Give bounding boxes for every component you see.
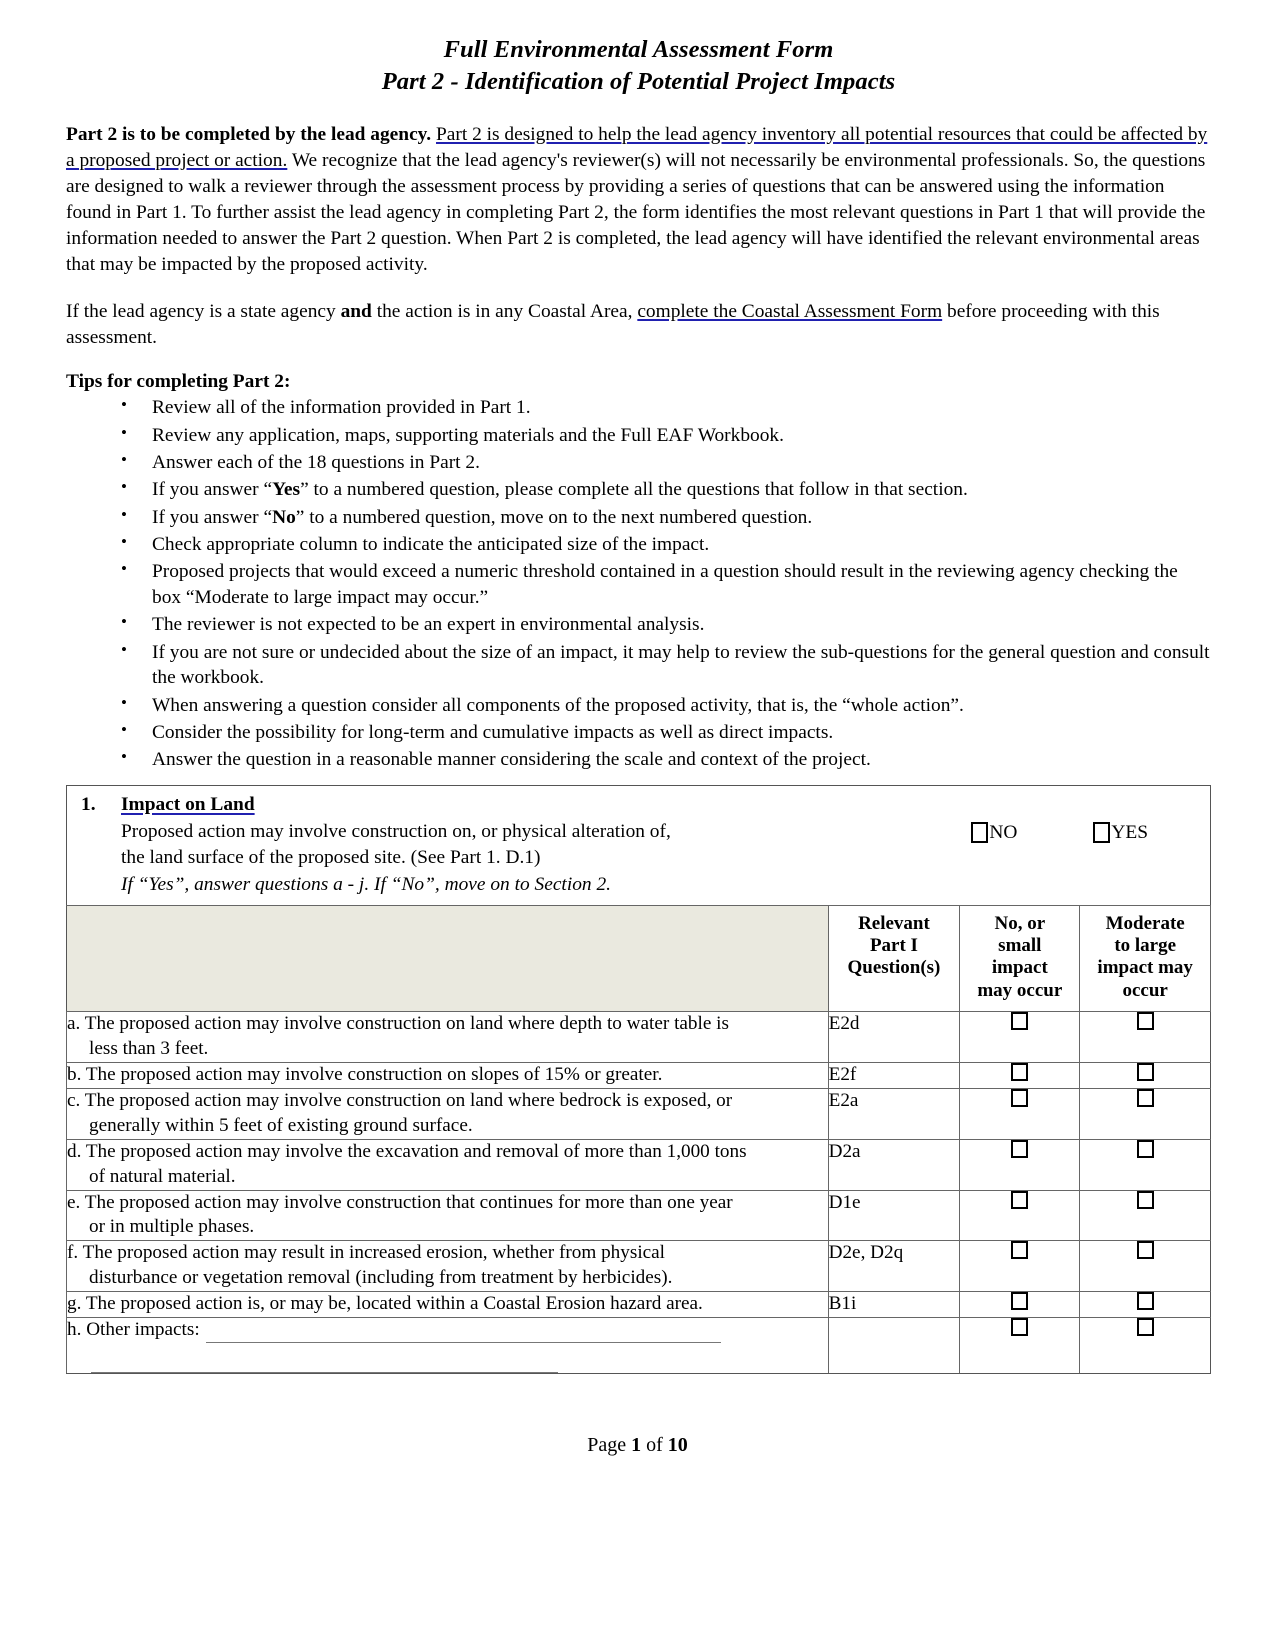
row-reference: D2a [828, 1139, 960, 1190]
page-title [66, 34, 1211, 98]
table-row [67, 1062, 1211, 1088]
impact-table [66, 905, 1211, 1374]
table-row [67, 1318, 1211, 1374]
tip-text: Answer each of the 18 questions in Part 2. [152, 452, 480, 474]
impact-on-land-link[interactable]: Impact on Land [121, 794, 255, 816]
list-item [66, 693, 1211, 719]
table-body [67, 1011, 1211, 1373]
row-description [67, 1292, 829, 1318]
row-reference: E2a [828, 1088, 960, 1139]
row-line-1: b. The proposed action may involve construction on slopes of 15% or greater. [67, 1063, 663, 1085]
yes-no-group [971, 820, 1148, 845]
list-item [66, 477, 1211, 503]
row-reference [828, 1318, 960, 1374]
small-impact-checkbox[interactable] [1011, 1241, 1028, 1259]
row-line-2: of natural material. [89, 1165, 236, 1187]
row-description [67, 1011, 829, 1062]
question-statement-line-1: Proposed action may involve construction on, or physical alteration of, [121, 821, 671, 843]
row-description [67, 1139, 829, 1190]
intro-paragraph [66, 122, 1211, 279]
header-line: Part I [869, 935, 918, 957]
coastal-pre-text: If the lead agency is a state agency [66, 301, 341, 323]
page-footer [0, 1434, 1275, 1457]
row-line-1: e. The proposed action may involve construction that continues for more than one year [67, 1191, 733, 1213]
row-reference: D2e, D2q [828, 1241, 960, 1292]
row-large-impact-cell[interactable] [1080, 1318, 1211, 1374]
table-header [67, 905, 1211, 1011]
small-impact-checkbox[interactable] [1011, 1063, 1028, 1081]
tip-text: If you are not sure or undecided about the size of an impact, it may help to review the sub-questions for the general question and consult the workbook. [152, 641, 1210, 689]
intro-lead-bold: Part 2 is to be completed by the lead agency. [66, 123, 432, 145]
list-item [66, 559, 1211, 611]
row-large-impact-cell[interactable] [1080, 1292, 1211, 1318]
tips-heading: Tips for completing Part 2: [66, 371, 291, 393]
header-no-small-impact [960, 905, 1080, 1011]
header-line: small [998, 935, 1042, 957]
other-impacts-input-line-2[interactable] [91, 1343, 558, 1373]
question-1-header [67, 786, 1210, 905]
small-impact-checkbox[interactable] [1011, 1191, 1028, 1209]
row-small-impact-cell[interactable] [960, 1318, 1080, 1374]
row-small-impact-cell[interactable] [960, 1241, 1080, 1292]
table-row [67, 1292, 1211, 1318]
list-item [66, 640, 1211, 692]
row-reference: B1i [828, 1292, 960, 1318]
tip-post: ” to a numbered question, please complete all the questions that follow in that section. [300, 479, 968, 501]
tip-bold-yes: Yes [272, 479, 301, 501]
question-instruction: If “Yes”, answer questions a - j. If “No”, move on to Section 2. [121, 873, 611, 895]
question-body [121, 792, 1210, 897]
header-line: may occur [977, 979, 1063, 1001]
list-item [66, 450, 1211, 476]
row-large-impact-cell[interactable] [1080, 1088, 1211, 1139]
question-statement-line-2: the land surface of the proposed site. (See Part 1. D.1) [121, 846, 541, 868]
large-impact-checkbox[interactable] [1137, 1292, 1154, 1310]
intro-rest-text: We recognize that the lead agency's reviewer(s) will not necessarily be environmental professionals. So, the questions are designed to walk a reviewer through the assessment process by providing a series of questions that can be answered using the information found in Part 1. To further assist the lead agency in completing Part 2, the form identifies the most relevant questions in Part 1 that will provide the information needed to answer the Part 2 question. When Part 2 is completed, the lead agency will have identified the relevant environmental areas that may be impacted by the proposed activity. [66, 149, 1206, 276]
table-row [67, 1190, 1211, 1241]
coastal-assessment-form-link[interactable]: complete the Coastal Assessment Form [637, 301, 943, 323]
row-line-2: or in multiple phases. [89, 1216, 255, 1238]
list-item [66, 532, 1211, 558]
tip-text: Review any application, maps, supporting materials and the Full EAF Workbook. [152, 424, 784, 446]
small-impact-checkbox[interactable] [1011, 1012, 1028, 1030]
yes-option[interactable] [1093, 820, 1148, 845]
header-line: Relevant [858, 912, 930, 934]
row-line-2: generally within 5 feet of existing ground surface. [89, 1114, 473, 1136]
row-large-impact-cell[interactable] [1080, 1139, 1211, 1190]
large-impact-checkbox[interactable] [1137, 1241, 1154, 1259]
list-item [66, 612, 1211, 638]
row-description [67, 1241, 829, 1292]
row-small-impact-cell[interactable] [960, 1011, 1080, 1062]
footer-prefix: Page [587, 1434, 632, 1456]
row-line-1: h. Other impacts: [67, 1319, 200, 1341]
row-line-1: d. The proposed action may involve the excavation and removal of more than 1,000 tons [67, 1140, 747, 1162]
row-reference: D1e [828, 1190, 960, 1241]
tip-text: Review all of the information provided in Part 1. [152, 397, 531, 419]
title-line-2: Part 2 - Identification of Potential Project Impacts [381, 67, 896, 95]
header-line: to large [1114, 935, 1177, 957]
header-line: impact [991, 957, 1048, 979]
no-label: NO [989, 822, 1018, 844]
tip-text: Consider the possibility for long-term and cumulative impacts as well as direct impacts. [152, 722, 834, 743]
footer-middle: of [641, 1434, 668, 1456]
row-small-impact-cell[interactable] [960, 1190, 1080, 1241]
footer-total-pages: 10 [667, 1434, 688, 1456]
coastal-post-text: before proceeding with this assessment. [66, 301, 1160, 349]
header-line: Moderate [1105, 912, 1185, 934]
row-description [67, 1190, 829, 1241]
table-row [67, 1088, 1211, 1139]
title-line-1: Full Environmental Assessment Form [443, 36, 834, 63]
table-row [67, 1241, 1211, 1292]
small-impact-checkbox[interactable] [1011, 1089, 1028, 1107]
small-impact-checkbox[interactable] [1011, 1292, 1028, 1310]
yes-label: YES [1111, 822, 1148, 844]
row-large-impact-cell[interactable] [1080, 1241, 1211, 1292]
large-impact-checkbox[interactable] [1137, 1012, 1154, 1030]
list-item [66, 747, 1211, 773]
row-small-impact-cell[interactable] [960, 1088, 1080, 1139]
row-large-impact-cell[interactable] [1080, 1062, 1211, 1088]
no-option[interactable] [971, 820, 1017, 845]
coastal-paragraph [66, 299, 1211, 351]
table-row [67, 1139, 1211, 1190]
row-small-impact-cell[interactable] [960, 1292, 1080, 1318]
footer-page-number: 1 [631, 1434, 642, 1456]
tip-text: Proposed projects that would exceed a numeric threshold contained in a question should result in the reviewing agency checking the box “Moderate to large impact may occur.” [152, 561, 1178, 609]
question-number: 1. [81, 794, 96, 816]
row-description-other [67, 1318, 829, 1374]
large-impact-checkbox[interactable] [1137, 1089, 1154, 1107]
large-impact-checkbox[interactable] [1137, 1191, 1154, 1209]
row-line-1: f. The proposed action may result in increased erosion, whether from physical [67, 1242, 666, 1264]
header-line: Question(s) [847, 957, 941, 979]
question-1-block [66, 785, 1211, 905]
header-relevant-part1 [828, 905, 960, 1011]
list-item [66, 505, 1211, 531]
tip-post: ” to a numbered question, move on to the next numbered question. [295, 506, 813, 528]
large-impact-checkbox[interactable] [1137, 1318, 1154, 1336]
coastal-mid-text: the action is in any Coastal Area, [371, 301, 638, 323]
row-large-impact-cell[interactable] [1080, 1011, 1211, 1062]
tip-text: When answering a question consider all components of the proposed activity, that is, the “whole action”. [152, 694, 964, 716]
header-line: impact may [1097, 957, 1193, 979]
header-line: No, or [994, 912, 1046, 934]
large-impact-checkbox[interactable] [1137, 1063, 1154, 1081]
other-impacts-input-line-1[interactable] [206, 1329, 721, 1343]
row-small-impact-cell[interactable] [960, 1139, 1080, 1190]
row-line-1: a. The proposed action may involve construction on land where depth to water table is [67, 1012, 729, 1034]
tip-text: Check appropriate column to indicate the anticipated size of the impact. [152, 533, 710, 555]
row-large-impact-cell[interactable] [1080, 1190, 1211, 1241]
row-line-1: c. The proposed action may involve construction on land where bedrock is exposed, or [67, 1089, 733, 1111]
row-line-2: disturbance or vegetation removal (including from treatment by herbicides). [89, 1267, 673, 1289]
row-small-impact-cell[interactable] [960, 1062, 1080, 1088]
coastal-and-bold: and [340, 301, 372, 323]
tip-text: The reviewer is not expected to be an expert in environmental analysis. [152, 614, 705, 636]
yes-checkbox[interactable] [1093, 822, 1110, 843]
row-line-1: g. The proposed action is, or may be, located within a Coastal Erosion hazard area. [67, 1293, 703, 1315]
tip-pre: If you answer “ [152, 479, 273, 501]
tips-list [66, 395, 1211, 773]
row-line-2: less than 3 feet. [89, 1037, 209, 1059]
part2-design-link[interactable]: Part 2 is designed to help the lead agency inventory all potential resources that could be affected by a proposed project or action. [66, 123, 1208, 171]
small-impact-checkbox[interactable] [1011, 1318, 1028, 1336]
header-moderate-large-impact [1080, 905, 1211, 1011]
large-impact-checkbox[interactable] [1137, 1140, 1154, 1158]
header-blank-cell [67, 905, 829, 1011]
list-item [66, 395, 1211, 421]
tip-pre: If you answer “ [152, 506, 273, 528]
tip-bold-no: No [272, 506, 296, 528]
no-checkbox[interactable] [971, 822, 988, 843]
tip-text: Answer the question in a reasonable manner considering the scale and context of the project. [152, 749, 871, 771]
header-line: occur [1122, 979, 1168, 1001]
list-item [66, 720, 1211, 746]
table-header-row [67, 905, 1211, 1011]
row-reference: E2d [828, 1011, 960, 1062]
table-row [67, 1011, 1211, 1062]
row-description [67, 1062, 829, 1088]
row-reference: E2f [828, 1062, 960, 1088]
small-impact-checkbox[interactable] [1011, 1140, 1028, 1158]
list-item [66, 423, 1211, 449]
row-description [67, 1088, 829, 1139]
